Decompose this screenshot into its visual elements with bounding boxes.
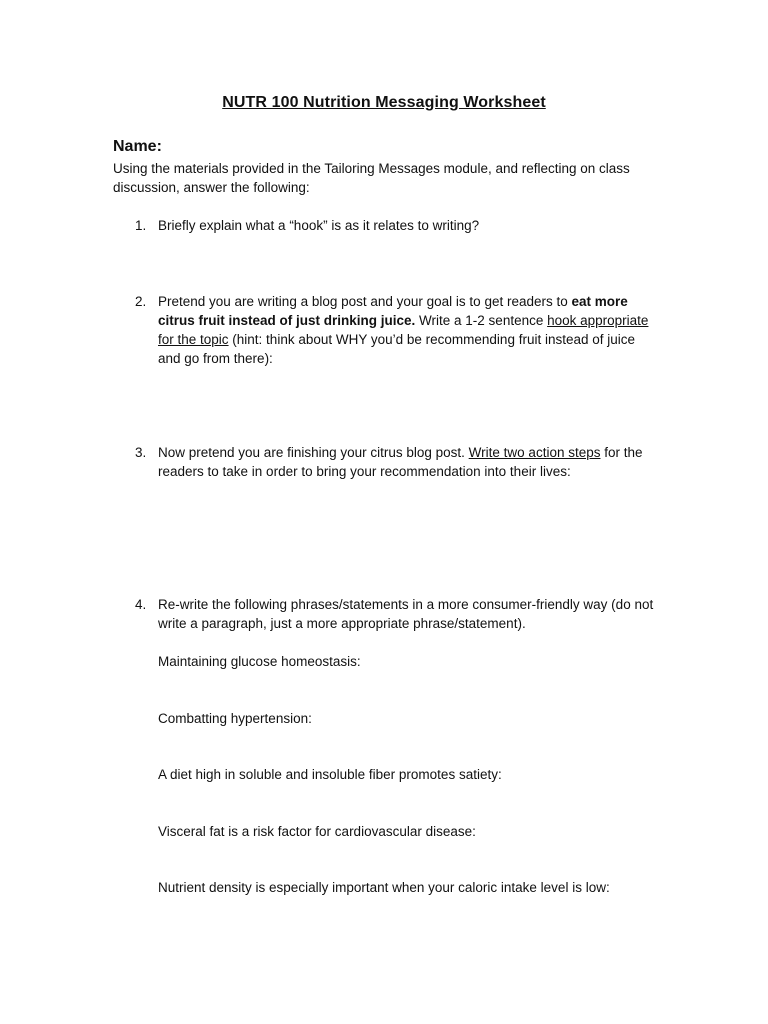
rewrite-item: Visceral fat is a risk factor for cardiovascular disease: (158, 824, 476, 839)
question-text-part: for the readers to take in order to bring your recommendation into their lives: (158, 445, 643, 479)
question-text (158, 443, 658, 481)
emphasis-text: eat more citrus fruit instead of just drinking juice. (158, 294, 628, 328)
name-label: Name: (113, 138, 162, 155)
question-text-part: (hint: think about WHY you’d be recommending fruit instead of juice and go from there): (158, 332, 636, 366)
question-text: Briefly explain what a “hook” is as it relates to writing? (158, 218, 480, 233)
question-3 (113, 443, 673, 481)
question-number: 4. (135, 597, 147, 612)
worksheet-title: NUTR 100 Nutrition Messaging Worksheet (222, 94, 546, 111)
question-text (158, 292, 658, 368)
rewrite-item: Nutrient density is especially important when your caloric intake level is low: (158, 880, 610, 895)
question-text: Re-write the following phrases/statements in a more consumer-friendly way (do not write a paragraph, just a more appropriate phrase/statement). (158, 597, 654, 631)
question-4 (113, 595, 673, 633)
question-number: 1. (135, 218, 147, 233)
rewrite-item: A diet high in soluble and insoluble fiber promotes satiety: (158, 767, 502, 782)
rewrite-item: Maintaining glucose homeostasis: (158, 654, 361, 669)
question-2 (113, 292, 673, 368)
question-text-part: Write a 1-2 sentence (415, 313, 548, 328)
question-1 (113, 216, 673, 235)
question-text-part: Now pretend you are finishing your citrus blog post. (158, 445, 469, 460)
underlined-text: Write two action steps (468, 445, 601, 460)
intro-paragraph: Using the materials provided in the Tailoring Messages module, and reflecting on class discussion, answer the following: (113, 161, 630, 195)
question-number: 2. (135, 294, 147, 309)
question-number: 3. (135, 445, 147, 460)
underlined-text: hook appropriate for the topic (158, 313, 649, 347)
rewrite-item: Combatting hypertension: (158, 711, 312, 726)
question-text-part: Pretend you are writing a blog post and your goal is to get readers to (158, 294, 572, 309)
